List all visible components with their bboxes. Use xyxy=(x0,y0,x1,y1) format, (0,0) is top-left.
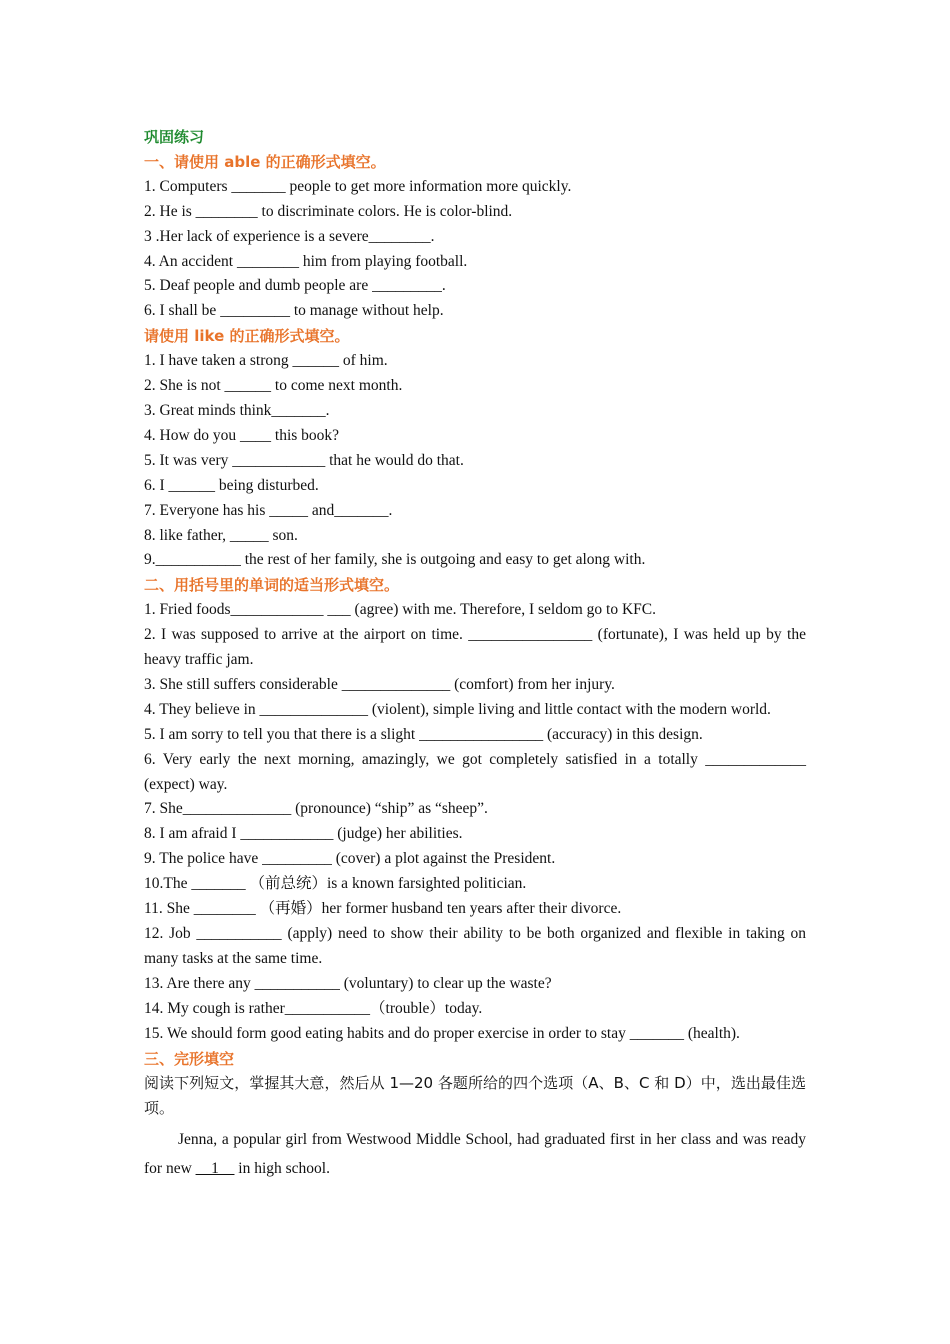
like-question: 1. I have taken a strong ______ of him. xyxy=(144,352,388,370)
like-question: 5. It was very ____________ that he would do that. xyxy=(144,451,464,469)
word-form-question: 7. She______________ (pronounce) “ship” as “sheep”. xyxy=(144,800,488,818)
word-form-question: 6. Very early the next morning, amazingly, we got completely satisfied in a totally _____________ (expect) way. xyxy=(144,750,806,793)
cloze-instruction: 阅读下列短文，掌握其大意，然后从 1—20 各题所给的四个选项（A、B、C 和 D）中，选出最佳选项。 xyxy=(144,1074,806,1118)
like-question: 6. I ______ being disturbed. xyxy=(144,476,319,494)
section-cloze-heading: 三、完形填空 xyxy=(144,1049,235,1068)
word-form-question: 3. She still suffers considerable ______________ (comfort) from her injury. xyxy=(144,675,615,693)
word-form-question: 15. We should form good eating habits and do proper exercise in order to stay _______ (health). xyxy=(144,1024,740,1042)
like-question: 8. like father, _____ son. xyxy=(144,526,298,544)
word-form-question: 12. Job ___________ (apply) need to show their ability to be both organized and flexible in taking on many tasks at the same time. xyxy=(144,925,806,967)
section-like-heading: 请使用 like 的正确形式填空。 xyxy=(144,327,350,346)
like-question: 9.___________ the rest of her family, she is outgoing and easy to get along with. xyxy=(144,551,646,569)
word-form-question: 14. My cough is rather___________（trouble）today. xyxy=(144,999,483,1017)
like-question: 2. She is not ______ to come next month. xyxy=(144,377,403,395)
exercise-content xyxy=(144,125,806,1183)
passage-text: Jenna, a popular girl from Westwood Middle School, had graduated first in her class and was ready for new xyxy=(144,1131,806,1178)
able-question: 3 .Her lack of experience is a severe________. xyxy=(144,227,435,245)
passage-blank-1: __1__ xyxy=(195,1160,235,1178)
able-question: 4. An accident ________ him from playing football. xyxy=(144,252,468,270)
word-form-question: 4. They believe in ______________ (violent), simple living and little contact with the modern world. xyxy=(144,700,771,718)
cloze-passage xyxy=(144,1125,806,1183)
word-form-question: 13. Are there any ___________ (voluntary) to clear up the waste? xyxy=(144,974,552,992)
word-form-question: 10.The _______ （前总统）is a known farsighted politician. xyxy=(144,875,527,893)
able-question: 5. Deaf people and dumb people are _________. xyxy=(144,277,446,295)
word-form-question: 11. She ________ （再婚）her former husband ten years after their divorce. xyxy=(144,900,622,918)
passage-text: in high school. xyxy=(234,1160,330,1178)
word-form-question: 2. I was supposed to arrive at the airport on time. ________________ (fortunate), I was held up by the heavy traffic jam. xyxy=(144,626,806,669)
like-question: 7. Everyone has his _____ and_______. xyxy=(144,501,393,519)
word-form-question: 5. I am sorry to tell you that there is a slight ________________ (accuracy) in this design. xyxy=(144,725,703,743)
word-form-question: 8. I am afraid I ____________ (judge) her abilities. xyxy=(144,825,463,843)
like-question: 3. Great minds think_______. xyxy=(144,401,330,419)
page-title: 巩固练习 xyxy=(144,128,205,146)
word-form-question: 9. The police have _________ (cover) a plot against the President. xyxy=(144,850,556,868)
able-question: 2. He is ________ to discriminate colors. He is color-blind. xyxy=(144,202,513,220)
section-word-form-heading: 二、用括号里的单词的适当形式填空。 xyxy=(144,576,400,595)
word-form-question: 1. Fried foods____________ ___ (agree) with me. Therefore, I seldom go to KFC. xyxy=(144,601,656,619)
like-question: 4. How do you ____ this book? xyxy=(144,426,340,444)
section-able-heading: 一、请使用 able 的正确形式填空。 xyxy=(144,152,386,171)
able-question: 6. I shall be _________ to manage without help. xyxy=(144,302,444,320)
able-question: 1. Computers _______ people to get more information more quickly. xyxy=(144,177,572,195)
